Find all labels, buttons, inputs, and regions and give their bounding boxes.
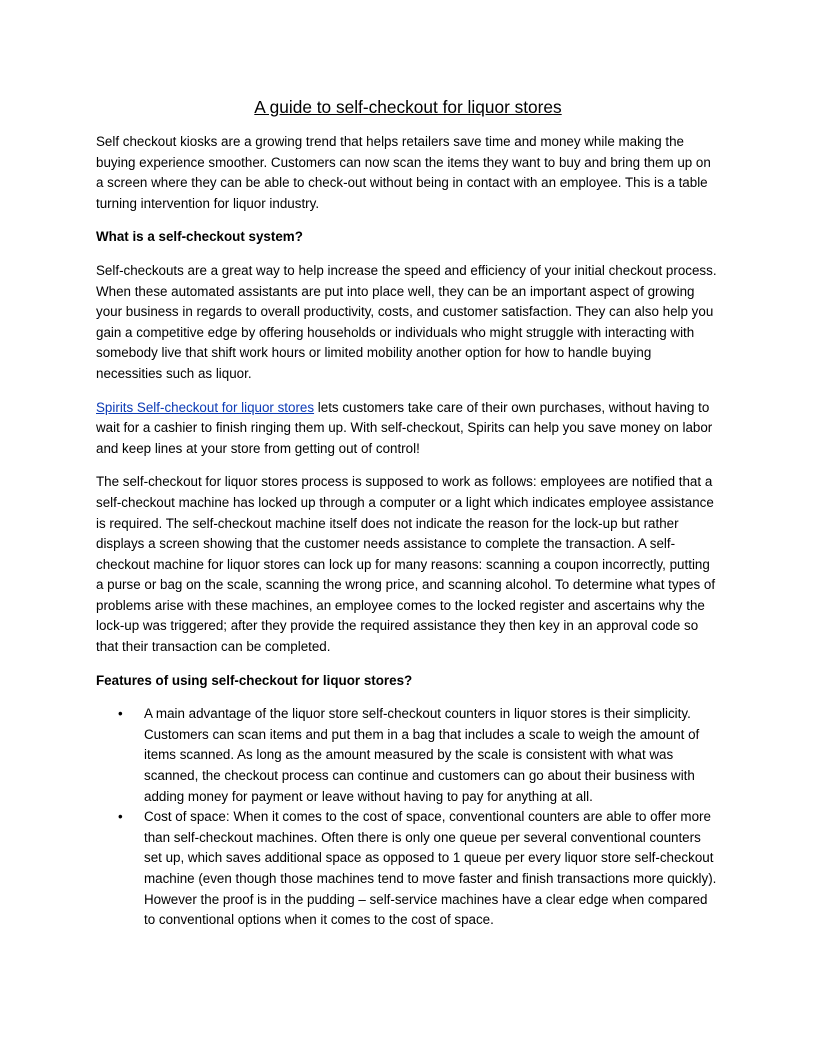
list-item-text: Cost of space: When it comes to the cost of space, conventional counters are able to offer more than self-checkout machines. Often there is only one queue per several conventional counters set up, which saves additional space as opposed to 1 queue per every liquor store self-checkout machine (even though those machines tend to move faster and finish transactions more quickly). However the proof is in the pudding – self-service machines have a clear edge when compared to conventional options when it comes to the cost of space. <box>144 809 717 928</box>
features-list <box>96 704 720 931</box>
list-item-text: A main advantage of the liquor store self-checkout counters in liquor stores is their simplicity. Customers can scan items and put them in a bag that includes a scale to weigh the amount of items scanned. As long as the amount measured by the scale is consistent with what was scanned, the checkout process can continue and customers can go about their business with adding money for payment or leave without having to pay for anything at all. <box>144 706 700 804</box>
document-title: A guide to self-checkout for liquor stores <box>254 97 562 117</box>
spirits-self-checkout-link[interactable]: Spirits Self-checkout for liquor stores <box>96 399 315 415</box>
list-item <box>118 704 720 807</box>
what-is-paragraph: Self-checkouts are a great way to help increase the speed and efficiency of your initial checkout process. When these automated assistants are put into place well, they can be an important aspect of growing your business in regards to overall productivity, costs, and customer satisfaction. They can also help you gain a competitive edge by offering households or individuals who might struggle with interacting with somebody live that shift work hours or limited mobility another option for how to handle buying necessities such as liquor. <box>96 262 717 381</box>
spirits-paragraph <box>96 398 720 460</box>
section-heading-features: Features of using self-checkout for liquor stores? <box>96 672 413 688</box>
process-paragraph: The self-checkout for liquor stores process is supposed to work as follows: employees are notified that a self-checkout machine has locked up through a computer or a light which indicates employee assistance is required. The self-checkout machine itself does not indicate the reason for the lock-up but rather displays a screen showing that the customer needs assistance to complete the transaction. A self-checkout machine for liquor stores can lock up for many reasons: scanning a coupon incorrectly, putting a purse or bag on the scale, scanning the wrong price, and scanning alcohol. To determine what types of problems arise with these machines, an employee comes to the locked register and ascertains why the lock-up was triggered; after they provide the required assistance they then key in an approval code so that their transaction can be completed. <box>96 474 716 655</box>
spirits-paragraph-text: lets customers take care of their own purchases, without having to wait for a cashier to finish ringing them up. With self-checkout, Spirits can help you save money on labor and keep lines at your store from getting out of control! <box>96 399 713 456</box>
section-heading-what-is: What is a self-checkout system? <box>96 229 303 245</box>
bullet-icon: • <box>118 809 123 825</box>
list-item <box>118 807 720 931</box>
bullet-icon: • <box>118 706 123 722</box>
intro-paragraph: Self checkout kiosks are a growing trend that helps retailers save time and money while making the buying experience smoother. Customers can now scan the items they want to buy and bring them up on a screen where they can be able to check-out without being in contact with an employee. This is a table turning intervention for liquor industry. <box>96 134 711 211</box>
